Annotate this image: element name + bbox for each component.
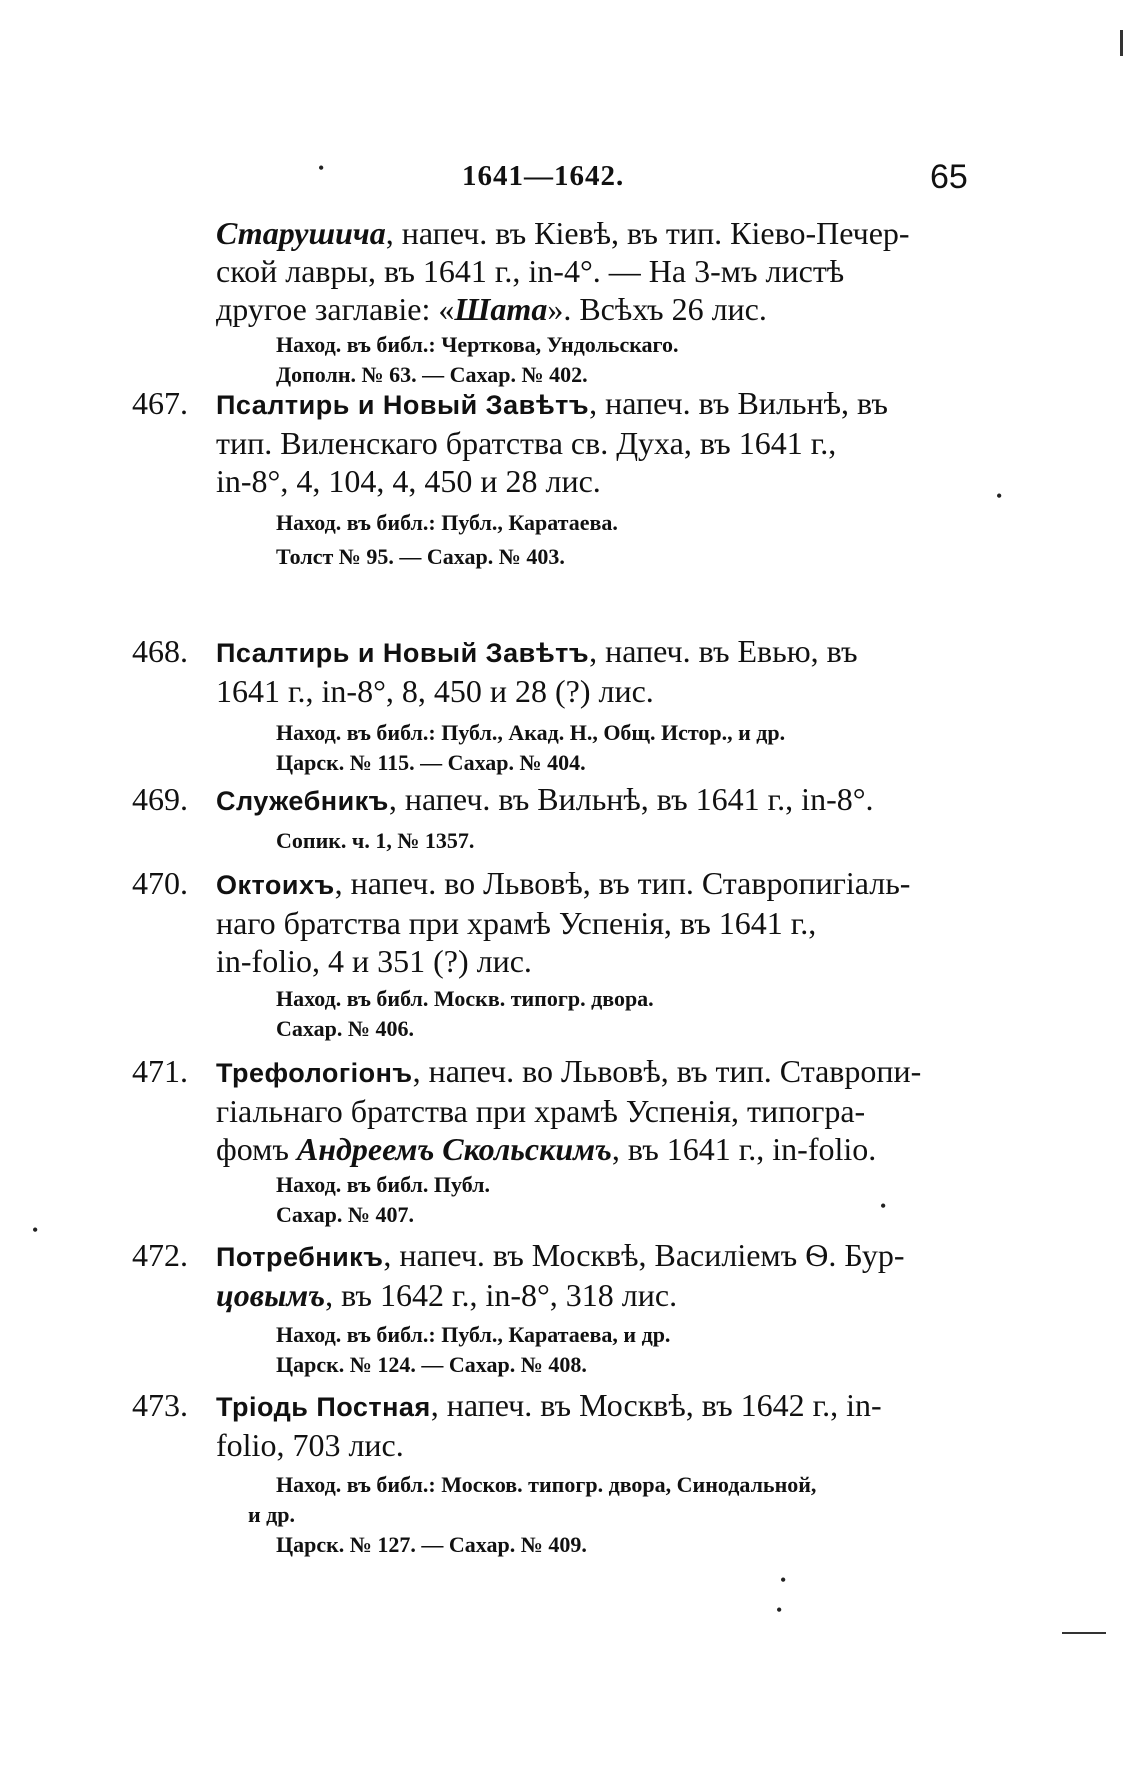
entry-notes: Наход. въ библ.: Публ., Акад. Н., Общ. Истор., и др. Царск. № 115. — Сахар. № 404. [276, 720, 786, 775]
entry-text: Старушича, напеч. въ Кіевѣ, въ тип. Кіево-Печер- ской лавры, въ 1641 г., in-4°. — На 3-мъ листѣ другое заглавіе: «Шата». Всѣхъ 26 лис. [216, 215, 910, 327]
entry-number: 473. [132, 1387, 188, 1423]
running-header-range: 1641—1642. [462, 160, 625, 192]
entry-text: Трефологіонъ, напеч. во Львовѣ, въ тип. Ставропи- гіальнаго братства при храмѣ Успенія, типогра- фомъ Андреемъ Скольскимъ, въ 1641 г., in-folio. [216, 1053, 922, 1167]
entry-notes: Сопик. ч. 1, № 1357. [276, 828, 475, 853]
entry-notes: Наход. въ библ. Публ. Сахар. № 407. [276, 1172, 491, 1227]
entry-notes: Наход. въ библ.: Публ., Каратаева. Толст № 95. — Сахар. № 403. [276, 510, 618, 569]
entry-number: 471. [132, 1053, 188, 1089]
scan-speck: • [318, 158, 325, 178]
scan-speck: • [776, 1600, 783, 1620]
entry-number: 467. [132, 385, 188, 421]
entry-number: 469. [132, 781, 188, 817]
scan-line [1062, 1632, 1106, 1634]
entry-notes: Наход. въ библ.: Черткова, Ундольскаго. Дополн. № 63. — Сахар. № 402. [276, 332, 679, 387]
entry-text: Псалтирь и Новый Завѣтъ, напеч. въ Вильнѣ, въ тип. Виленскаго братства св. Духа, въ 1641 г., in-8°, 4, 104, 4, 450 и 28 лис. [216, 385, 888, 499]
entry-notes: Наход. въ библ.: Публ., Каратаева, и др. Царск. № 124. — Сахар. № 408. [276, 1322, 671, 1377]
scan-speck: • [32, 1220, 39, 1240]
entry-text: Псалтирь и Новый Завѣтъ, напеч. въ Евью, въ 1641 г., in-8°, 8, 450 и 28 (?) лис. [216, 633, 858, 709]
scan-line [1120, 30, 1123, 56]
page-number: 65 [930, 158, 968, 196]
entry-notes: Наход. въ библ. Москв. типогр. двора. Сахар. № 406. [276, 986, 654, 1041]
scan-speck: • [880, 1196, 887, 1216]
entry-text: Тріодь Постная, напеч. въ Москвѣ, въ 1642 г., in- folio, 703 лис. [216, 1387, 882, 1463]
entry-number: 468. [132, 633, 188, 669]
entry-number: 470. [132, 865, 188, 901]
entry-notes: Наход. въ библ.: Москов. типогр. двора, Синодальной, и др. Царск. № 127. — Сахар. № 409. [248, 1472, 817, 1557]
entry-number: 472. [132, 1237, 188, 1273]
entry-text: Потребникъ, напеч. въ Москвѣ, Василіемъ Ѳ. Бур- цовымъ, въ 1642 г., in-8°, 318 лис. [216, 1237, 905, 1313]
entry-text: Октоихъ, напеч. во Львовѣ, въ тип. Ставропигіаль- наго братства при храмѣ Успенія, въ 1641 г., in-folio, 4 и 351 (?) лис. [216, 865, 911, 979]
scan-speck: • [780, 1570, 787, 1590]
entry-text: Служебникъ, напеч. въ Вильнѣ, въ 1641 г., in-8°. [216, 781, 874, 817]
scan-speck: • [996, 486, 1003, 506]
